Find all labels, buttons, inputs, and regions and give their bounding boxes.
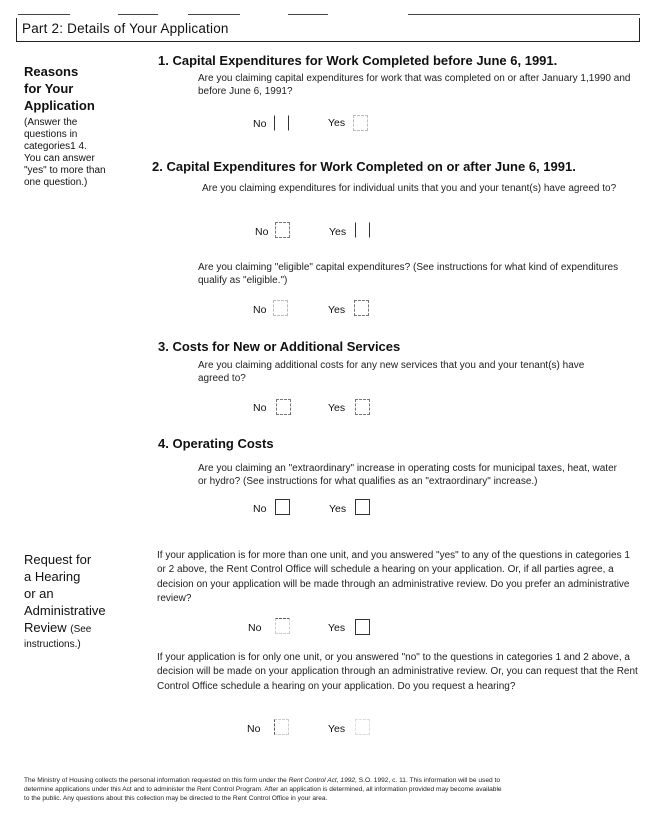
section-3-yes-checkbox[interactable] (355, 399, 370, 415)
reasons-heading-3: Application (24, 98, 95, 113)
reasons-note-2: questions in (24, 129, 78, 140)
hearing-p1-yes-checkbox[interactable] (355, 619, 370, 635)
section-1-yes-checkbox[interactable] (353, 115, 368, 131)
hearing-heading-4: Administrative (24, 603, 106, 618)
section-2-q2-yes-label: Yes (328, 304, 346, 316)
section-2-q2-no-label: No (253, 304, 267, 316)
reasons-note-6: one question.) (24, 177, 88, 188)
section-2-q1-yes-label: Yes (329, 226, 347, 238)
section-1-question: Are you claiming capital expenditures for work that was completed on or after January 1,1990 and before June 6, 1991? (198, 73, 631, 97)
section-1-title: 1. Capital Expenditures for Work Completed before June 6, 1991. (158, 53, 558, 68)
hearing-heading-1: Request for (24, 552, 92, 567)
section-4-no-checkbox[interactable] (275, 499, 290, 515)
section-3-question: Are you claiming additional costs for any new services that you and your tenant(s) have agreed to? (198, 360, 585, 384)
section-3-no-checkbox[interactable] (276, 399, 291, 415)
hearing-p1-no-label: No (248, 622, 262, 634)
section-2-question-2: Are you claiming "eligible" capital expenditures? (See instructions for what kind of expenditures qualify as "eligible.") (198, 262, 619, 286)
section-2-question-1: Are you claiming expenditures for individual units that you and your tenant(s) have agreed to? (202, 183, 617, 194)
section-1-no-label: No (253, 118, 267, 130)
reasons-heading-1: Reasons (24, 64, 79, 79)
hearing-p1-yes-label: Yes (328, 622, 346, 634)
reasons-note-5: "yes" to more than (24, 165, 106, 176)
reasons-note-3: categories1 4. (24, 141, 87, 152)
hearing-heading-5-row (24, 619, 91, 638)
privacy-notice-act: Rent Control Act, 1992, (288, 777, 357, 784)
hearing-paragraph-2: If your application is for only one unit, or you answered "no" to the questions in categories 1 and 2 above, a decision will be made on your application through an administrative review. Or, you can request that the Rent Control Office schedule a hearing on your application. Do you request a hearing? (157, 652, 638, 692)
hearing-heading-2: a Hearing (24, 569, 81, 584)
hearing-see-note-2: instructions.) (24, 639, 81, 650)
section-1-no-checkbox[interactable] (274, 115, 289, 131)
top-rule-4 (288, 14, 328, 15)
section-3-title: 3. Costs for New or Additional Services (158, 339, 401, 354)
hearing-paragraph-1: If your application is for more than one unit, and you answered "yes" to any of the questions in categories 1 or 2 above, the Rent Control Office will schedule a hearing on your application. Or, if all parties agree, a decision on your application will be made through an administrative review. Do you prefer an administrative review? (157, 550, 630, 604)
top-rule-1 (18, 14, 70, 15)
section-3-no-label: No (253, 402, 267, 414)
section-2-q1-no-label: No (255, 226, 269, 238)
hearing-p2-no-label: No (247, 723, 261, 735)
section-3-yes-label: Yes (328, 402, 346, 414)
section-4-yes-label: Yes (329, 503, 347, 515)
section-4-title: 4. Operating Costs (158, 436, 274, 451)
section-2-q2-yes-checkbox[interactable] (354, 300, 369, 316)
reasons-note-1: (Answer the (24, 117, 78, 128)
hearing-p2-no-checkbox[interactable] (274, 719, 289, 735)
privacy-notice-pre: The Ministry of Housing collects the personal information requested on this form under the (24, 777, 289, 784)
hearing-see-note: (See (70, 624, 92, 635)
top-rule-3 (188, 14, 240, 15)
section-2-title: 2. Capital Expenditures for Work Completed on or after June 6, 1991. (152, 159, 576, 174)
section-4-yes-checkbox[interactable] (355, 499, 370, 515)
section-4-question: Are you claiming an "extraordinary" increase in operating costs for municipal taxes, heat, water or hydro? (See instructions for what qualifies as an "extraordinary" increase.) (198, 463, 617, 487)
part-title: Part 2: Details of Your Application (22, 21, 229, 36)
top-rule-2 (118, 14, 158, 15)
hearing-heading-3: or an (24, 586, 54, 601)
hearing-p2-yes-label: Yes (328, 723, 346, 735)
privacy-notice (24, 776, 504, 803)
section-1-yes-label: Yes (328, 117, 346, 129)
reasons-note-4: You can answer (24, 153, 95, 164)
hearing-heading-review: Review (24, 620, 67, 635)
privacy-notice-post: S.O. 1992, c. 11. This information will be used to determine applications under this Act and to administer the Rent Control Program. After an application is determined, all information provided may become available to the public. Any questions about this collection may be directed to the Rent Control Office in your area. (24, 777, 502, 802)
reasons-heading-2: for Your (24, 81, 74, 96)
hearing-p1-no-checkbox[interactable] (275, 618, 290, 634)
section-2-q1-yes-checkbox[interactable] (355, 222, 370, 238)
section-2-q2-no-checkbox[interactable] (273, 300, 288, 316)
top-rule-5 (408, 14, 640, 15)
section-2-q1-no-checkbox[interactable] (275, 222, 290, 238)
hearing-p2-yes-checkbox[interactable] (355, 719, 370, 735)
section-4-no-label: No (253, 503, 267, 515)
